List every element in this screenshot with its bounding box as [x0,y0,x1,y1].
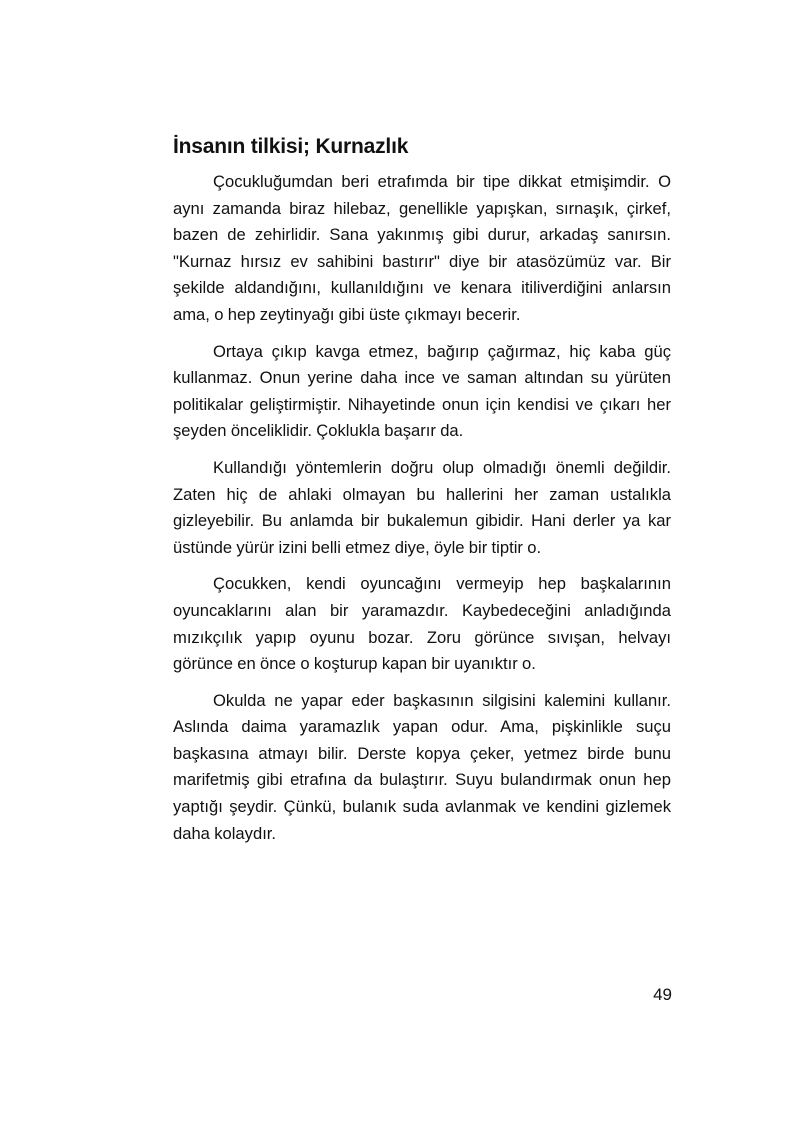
paragraph: Okulda ne yapar eder başkasının silgisini kalemini kullanır. Aslında daima yaramazlık yapan odur. Ama, pişkinlikle suçu başkasına atmayı bilir. Derste kopya çeker, yetmez birde bunu marifetmiş gibi etrafına da bulaştırır. Suyu bulandırmak onun hep yaptığı şeydir. Çünkü, bulanık suda avlanmak ve kendini gizlemek daha kolaydır. [173,690,671,843]
paragraph: Çocukken, kendi oyuncağını vermeyip hep başkalarının oyuncaklarını alan bir yaramazdır. Kaybedeceğini anladığında mızıkçılık yapıp oyunu bozar. Zoru görünce sıvışan, helvayı görünce en önce o koşturup kapan bir uyanıktır o. [173,574,671,674]
paragraph: Ortaya çıkıp kavga etmez, bağırıp çağırmaz, hiç kaba güç kullanmaz. Onun yerine daha ince ve saman altından su yürüten politikalar geliştirmiştir. Nihayetinde onun için kendisi ve çıkarı her şeyden önceliklidir. Çoklukla başarır da. [173,341,671,441]
chapter-title: İnsanın tilkisi; Kurnazlık [173,135,409,158]
paragraph: Çocukluğumdan beri etrafımda bir tipe dikkat etmişimdir. O aynı zamanda biraz hilebaz, genellikle yapışkan, sırnaşık, çirkef, bazen de zehirlidir. Sana yakınmış gibi durur, arkadaş sanırsın. "Kurnaz hırsız ev sahibini bastırır" diye bir atasözümüz var. Bir şekilde aldandığını, kullanıldığını ve kenara itiliverdiğini anlarsın ama, o hep zeytinyağı gibi üste çıkmayı becerir. [173,172,671,324]
paragraph: Kullandığı yöntemlerin doğru olup olmadığı önemli değildir. Zaten hiç de ahlaki olmayan bu hallerini her zaman ustalıkla gizleyebilir. Bu anlamda bir bukalemun gibidir. Hani derler ya kar üstünde yürür izini belli etmez diye, öyle bir tiptir o. [173,457,671,557]
page-number: 49 [653,985,672,1004]
page-content [173,132,671,857]
